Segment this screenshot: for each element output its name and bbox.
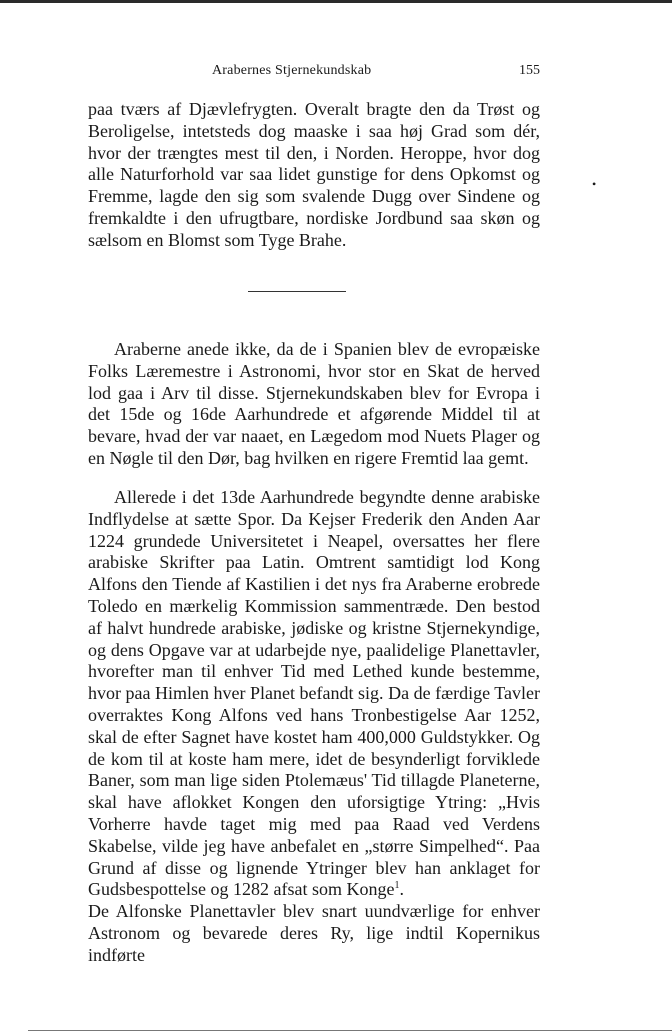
section-divider — [248, 291, 346, 292]
paragraph-3 — [88, 487, 540, 901]
text-block-top — [88, 99, 540, 252]
page-number: 155 — [519, 63, 540, 78]
running-head: Arabernes Stjernekundskab — [212, 63, 372, 78]
paragraph-3-end: . — [399, 879, 404, 900]
text-block-main — [88, 487, 540, 967]
paragraph-1: paa tværs af Djævlefrygten. Overalt bragte den da Trøst og Beroligelse, intetsteds dog maaske i saa høj Grad som dér, hvor der trængtes mest til den, i Norden. Heroppe, hvor dog alle Naturforhold var saa lidet gunstige for dens Opkomst og Fremme, lagde den sig som svalende Dugg over Sindene og fremkaldte i den ufrugtbare, nordiske Jordbund saa skøn og sælsom en Blomst som Tyge Brahe. — [88, 99, 540, 250]
footnote-marker: 1 — [394, 880, 400, 892]
text-block-section — [88, 339, 540, 470]
paragraph-3-text: Allerede i det 13de Aarhundrede begyndte denne arabiske Indflydelse at sætte Spor. Da Kejser Frederik den Anden Aar 1224 grundede Universitetet i Neapel, oversattes her flere arabiske Skrifter paa Latin. Omtrent samtidigt lod Kong Alfons den Tiende af Kastilien i det nys fra Araberne erobrede Toledo en mærkelig Kommission sammentræde. Den bestod af halvt hundrede arabiske, jødiske og kristne Stjernekyndige, og dens Opgave var at udarbejde nye, paalidelige Planettavler, hvorefter man til enhver Tid med Lethed kunde bestemme, hvor paa Himlen hver Planet befandt sig. Da de færdige Tavler overraktes Kong Alfons ved hans Tronbestigelse Aar 1252, skal de efter Sagnet have kostet ham 400,000 Guldstykker. Og de kom til at koste ham mere, idet de besynderligt forviklede Baner, som man lige siden Ptolemæus' Tid tillagde Planeterne, skal have aflokket Kongen den uforsigtige Ytring: „Hvis Vorherre havde taget mig med paa Raad ved Verdens Skabelse, vilde jeg have anbefalet en „større Simpelhed“. Paa Grund af disse og lignende Ytringer blev han anklaget for Gudsbespottelse og 1282 afsat som Konge — [88, 487, 540, 900]
margin-mark-icon: • — [592, 177, 597, 191]
top-edge-rule — [0, 0, 672, 3]
page-header — [88, 63, 540, 83]
paragraph-4: De Alfonske Planettavler blev snart uundværlige for enhver Astronom og bevarede deres Ry, lige indtil Kopernikus indførte — [88, 901, 540, 965]
paragraph-2: Araberne anede ikke, da de i Spanien blev de evropæiske Folks Læremestre i Astronomi, hvor stor en Skat de herved lod gaa i Arv til disse. Stjernekundskaben blev for Evropa i det 15de og 16de Aarhundrede et afgørende Middel til at bevare, hvad der var naaet, en Lægedom mod Nuets Plager og en Nøgle til den Dør, bag hvilken en rigere Fremtid laa gemt. — [88, 339, 540, 468]
bottom-edge-rule — [28, 1030, 672, 1031]
